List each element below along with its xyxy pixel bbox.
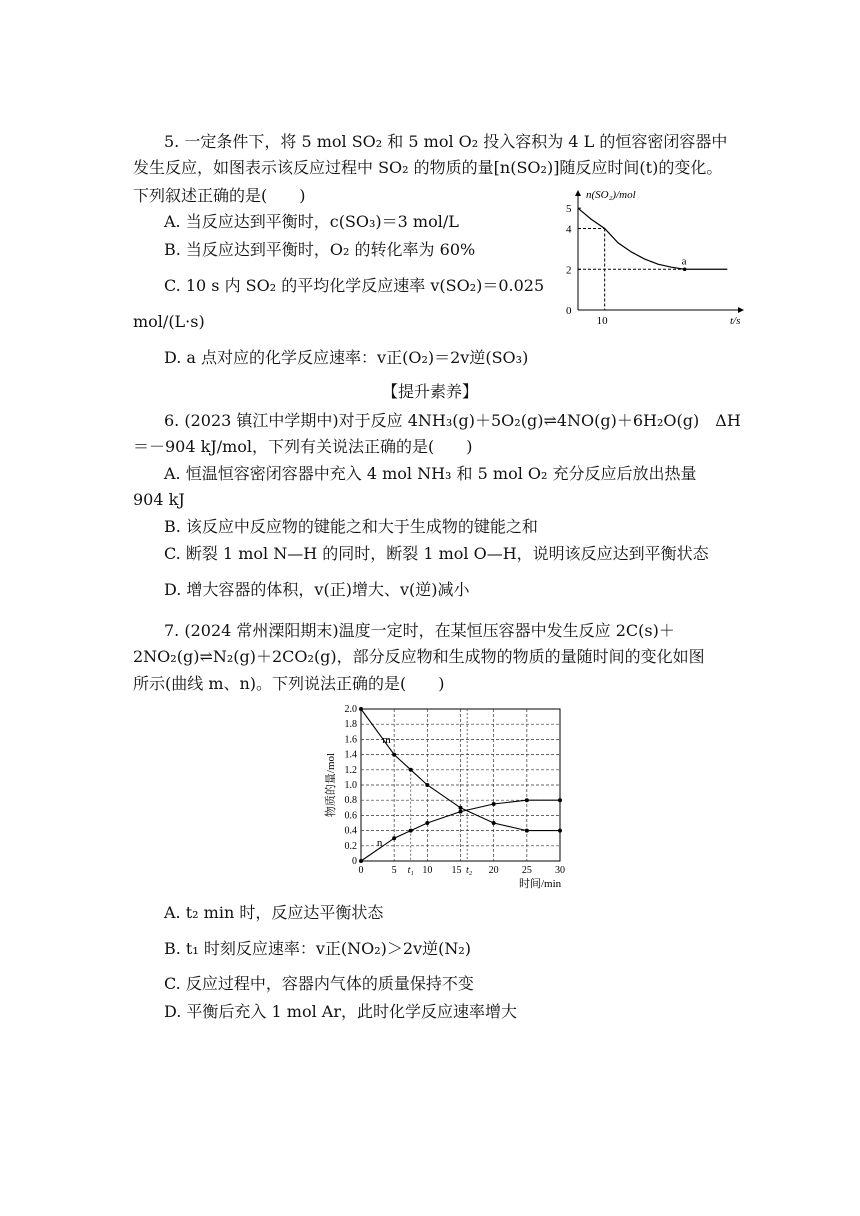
series-m-point [409,768,413,772]
y-tick-label: 1.8 [344,719,357,731]
series-m-point [459,806,463,810]
y-tick-label: 1.0 [344,780,357,791]
series-n-point [525,798,529,802]
q7-option-b: B. t₁ 时刻反应速率：v正(NO₂)＞2v逆(N₂) [164,939,472,958]
q6-option-a: A. 恒温恒容密闭容器中充入 4 mol NH₃ 和 5 mol O₂ 充分反应后放出热量 [164,464,697,483]
y-tick-label: 1.6 [344,734,357,746]
so2-curve [578,208,727,269]
q7-stem-line-2: 2NO₂(g)⇌N₂(g)＋2CO₂(g)，部分反应物和生成物的物质的量随时间的变化如图 [133,647,705,666]
series-m-point [392,753,396,757]
q6-option-d: D. 增大容器的体积，v(正)增大、v(逆)减小 [164,580,470,599]
q7-stem-line-1: 7. (2024 常州溧阳期末)温度一定时，在某恒压容器中发生反应 2C(s)＋ [164,621,675,640]
x-tick-label: 0 [358,865,364,876]
y-tick-label: 0.2 [344,840,357,852]
so2-chart [560,188,750,328]
series-n-point [359,859,363,863]
series-m-point [425,783,429,787]
x-tick-label: 5 [391,865,397,876]
q7-option-c: C. 反应过程中，容器内气体的质量保持不变 [164,974,474,993]
series-n-point [392,836,396,840]
y-tick-label: 2 [566,264,572,277]
y-axis-arrow [575,190,581,196]
x-axis-label: 时间/min [519,878,562,890]
series-m-point [525,829,529,833]
q5-stem-line-1: 5. 一定条件下，将 5 mol SO₂ 和 5 mol O₂ 投入容积为 4 L 的恒容密闭容器中 [164,132,728,151]
x-tick-label: 10 [596,315,608,327]
series-n-label: n [376,836,383,849]
q6-option-b: B. 该反应中反应物的键能之和大于生成物的键能之和 [164,517,538,536]
q7-stem-line-3: 所示(曲线 m、n)。下列说法正确的是( ) [133,674,445,693]
y-tick-label: 0.8 [344,795,357,807]
y-tick-label: 1.2 [344,764,357,776]
x-tick-label: t₂ [465,865,473,876]
q5-option-c-cont: mol/(L·s) [133,312,205,331]
x-axis-label: t/s [730,315,741,327]
section-title: 【提升素养】 [381,382,478,401]
x-tick-label: 10 [422,865,433,876]
y-tick-label: 4 [566,223,572,236]
x-tick-label: 0 [566,305,572,317]
x-tick-label: 20 [488,865,499,876]
q5-stem-line-3: 下列叙述正确的是( ) [133,186,306,205]
amount-time-chart [320,700,580,892]
series-n-point [558,798,562,802]
q5-option-b: B. 当反应达到平衡时，O₂ 的转化率为 60% [164,240,476,259]
q5-option-d: D. a 点对应的化学反应速率：v正(O₂)＝2v逆(SO₃) [164,348,529,367]
point-a [683,267,687,271]
y-axis-label: n(SO₂)/mol [586,189,636,201]
series-m-label: m [382,734,391,747]
q6-stem-line-1: 6. (2023 镇江中学期中)对于反应 4NH₃(g)＋5O₂(g)⇌4NO(g)＋6H₂O(g) ΔH [164,411,741,430]
q6-stem-line-2: ＝－904 kJ/mol，下列有关说法正确的是( ) [133,437,473,456]
q5-option-c: C. 10 s 内 SO₂ 的平均化学反应速率 v(SO₂)＝0.025 [164,276,545,295]
series-n-point [425,821,429,825]
y-tick-label: 1.4 [344,749,357,761]
q5-option-a: A. 当反应达到平衡时，c(SO₃)＝3 mol/L [164,212,459,231]
y-tick-label: 5 [566,203,572,216]
y-tick-label: 0.6 [344,810,357,822]
x-tick-label: 25 [521,865,532,876]
x-tick-label: 30 [555,865,565,876]
x-tick-label: 15 [451,865,462,876]
series-m-point [492,821,496,825]
series-n-point [409,829,413,833]
y-tick-label: 0 [352,856,357,867]
q7-option-a: A. t₂ min 时，反应达平衡状态 [164,903,384,922]
series-m-point [558,829,562,833]
y-axis-label: 物质的量/mol [325,752,337,818]
x-tick-label: t₁ [407,865,414,876]
x-axis-arrow [738,307,744,313]
series-m-point [359,707,363,711]
point-a-label: a [681,255,687,268]
series-n-point [492,802,496,806]
q5-stem-line-2: 发生反应，如图表示该反应过程中 SO₂ 的物质的量[n(SO₂)]随反应时间(t)的变化。 [133,158,723,177]
y-tick-label: 0.4 [344,825,357,837]
series-n-point [459,810,463,814]
q7-option-d: D. 平衡后充入 1 mol Ar，此时化学反应速率增大 [164,1002,517,1021]
y-tick-label: 2.0 [344,704,357,715]
q6-option-a-cont: 904 kJ [133,490,185,509]
q6-option-c: C. 断裂 1 mol N—H 的同时，断裂 1 mol O—H，说明该反应达到平衡状态 [164,544,709,563]
